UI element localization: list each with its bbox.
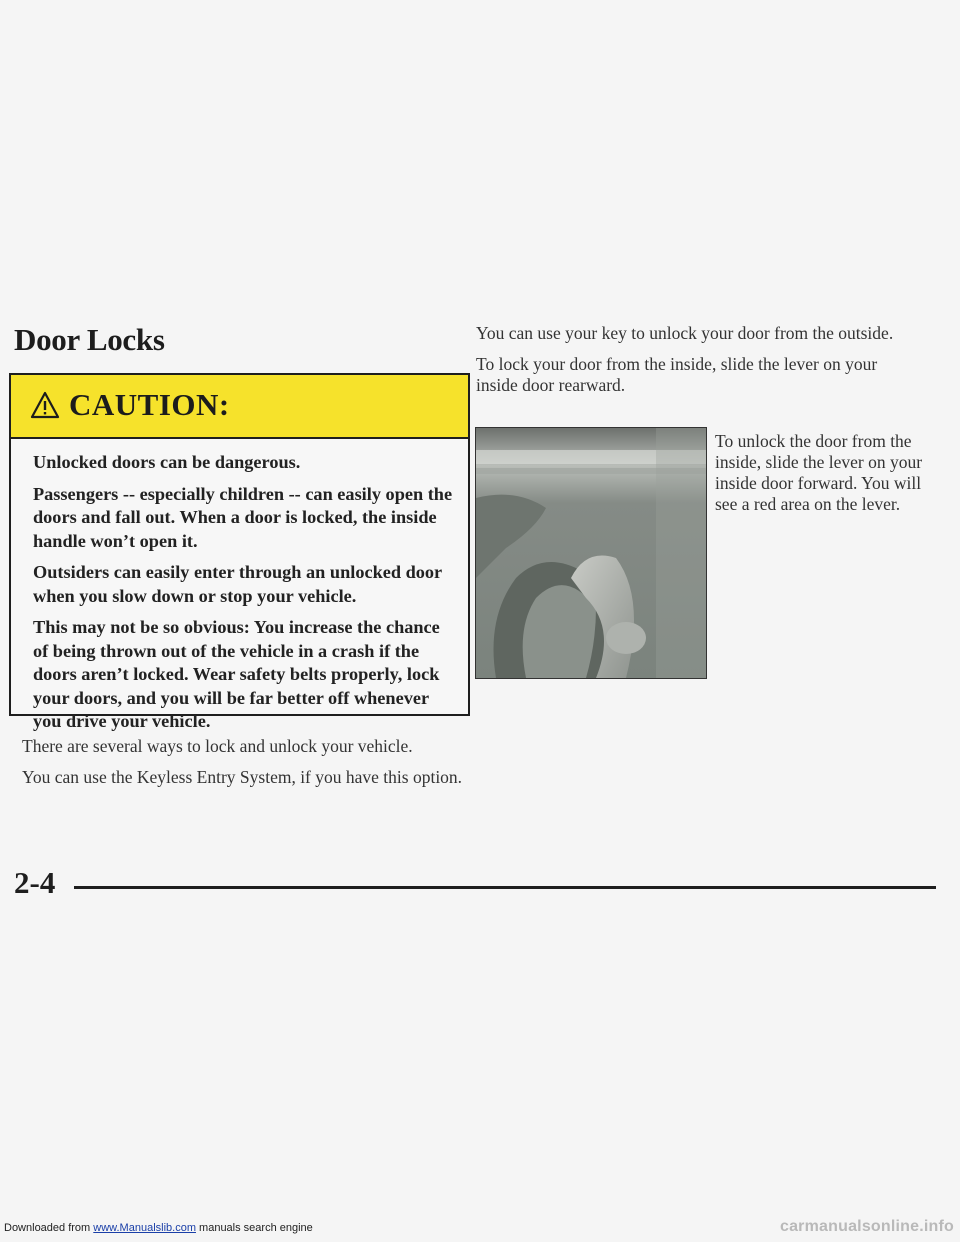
body-paragraph: To lock your door from the inside, slide the lever on your inside door rearward.	[476, 354, 878, 395]
body-paragraph: You can use your key to unlock your door from the outside.	[476, 323, 894, 343]
door-lock-photo-illustration	[476, 428, 706, 678]
download-footer	[4, 1222, 313, 1234]
page-title: Door Locks	[14, 322, 165, 357]
photo-caption: To unlock the door from the inside, slide the lever on your inside door forward. You will see a red area on the lever.	[715, 431, 923, 514]
caution-title: CAUTION:	[69, 387, 230, 422]
page-number: 2-4	[14, 865, 56, 900]
footer-prefix: Downloaded from	[4, 1222, 94, 1234]
door-lock-lever-photo	[475, 427, 707, 679]
left-column-text	[22, 736, 472, 798]
watermark-text: carmanualsonline.info	[779, 1218, 954, 1235]
caution-paragraph: This may not be so obvious: You increase the chance of being thrown out of the vehicle in a crash if the doors aren’t locked. Wear safety belts properly, lock your doors, and you will be far better off whenever you drive your vehicle.	[33, 617, 440, 731]
caution-body	[33, 451, 453, 742]
caution-paragraph: Unlocked doors can be dangerous.	[33, 452, 301, 472]
caution-paragraph: Outsiders can easily enter through an unlocked door when you slow down or stop your vehicle.	[33, 562, 442, 606]
right-column-text	[476, 323, 906, 406]
caution-paragraph: Passengers -- especially children -- can easily open the doors and fall out. When a door is locked, the inside handle won’t open it.	[33, 483, 453, 551]
caution-box	[9, 373, 470, 731]
body-paragraph: You can use the Keyless Entry System, if you have this option.	[22, 767, 463, 787]
warning-triangle-icon	[30, 391, 60, 419]
manualslib-link[interactable]: www.Manualslib.com	[93, 1222, 196, 1234]
caution-header	[11, 375, 468, 439]
footer-suffix: manuals search engine	[195, 1222, 313, 1234]
body-paragraph: There are several ways to lock and unlock your vehicle.	[22, 736, 413, 756]
page-rule-divider	[74, 886, 936, 889]
